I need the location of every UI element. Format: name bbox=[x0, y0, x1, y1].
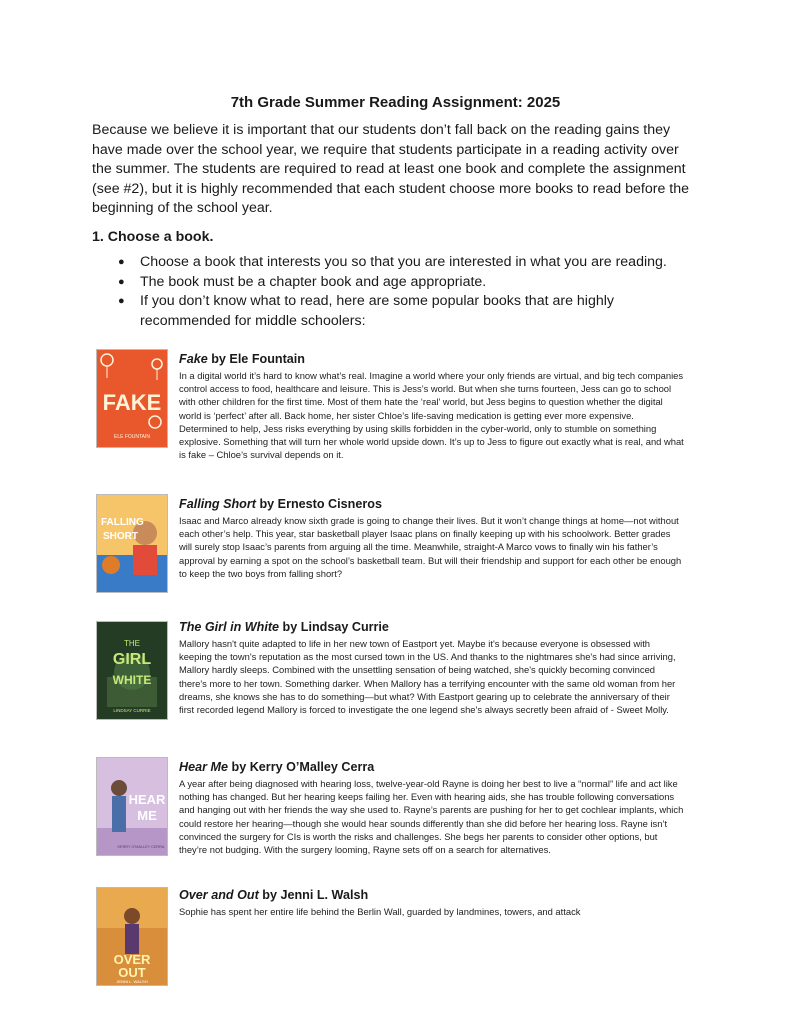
book-title: Over and Out bbox=[179, 888, 259, 902]
svg-text:HEAR: HEAR bbox=[128, 792, 166, 807]
cover-title-text: FALLING bbox=[101, 517, 144, 528]
book-info bbox=[179, 351, 684, 461]
svg-text:THE: THE bbox=[124, 639, 140, 648]
bullet-item bbox=[118, 253, 698, 273]
book-author: by Jenni L. Walsh bbox=[258, 888, 369, 902]
cover-author-text: KERRY O'MALLEY CERRA bbox=[117, 845, 165, 849]
girl-in-white-cover-art bbox=[97, 622, 167, 719]
hear-me-cover-art bbox=[97, 758, 167, 855]
page-title: 7th Grade Summer Reading Assignment: 2025 bbox=[230, 94, 561, 111]
book-author: by Ele Fountain bbox=[207, 352, 305, 366]
book-title: Fake bbox=[179, 352, 208, 366]
svg-text:ME: ME bbox=[137, 808, 157, 823]
falling-short-cover-art bbox=[97, 495, 167, 592]
cover-author-text: ELE FOUNTAIN bbox=[113, 434, 151, 440]
book-cover-hear-me bbox=[96, 757, 168, 856]
book-cover-over-and-out bbox=[96, 887, 168, 986]
svg-text:GIRL: GIRL bbox=[112, 651, 152, 668]
book-cover-girl-in-white bbox=[96, 621, 168, 720]
book-info bbox=[179, 619, 684, 716]
book-title-line bbox=[179, 759, 684, 775]
book-info bbox=[179, 496, 684, 580]
book-title: Falling Short bbox=[179, 497, 256, 511]
book-title: Hear Me bbox=[179, 760, 228, 774]
book-author: by Lindsay Currie bbox=[279, 620, 389, 634]
book-description: Isaac and Marco already know sixth grade is going to change their lives. But it won’t change things at home—not without each other’s help. This year, star basketball player Isaac plans on finally keeping up with his schoolwork. Better grades will surely stop Isaac’s parents from arguing all the time. Meanwhile, straight-A Marco vows to finally win his father’s approval by earning a spot on the school’s basketball team. But will their friendship and support for each other be enough to keep the two boys from falling short? bbox=[179, 515, 682, 579]
bullet-list bbox=[118, 253, 698, 331]
bullet-text: The book must be a chapter book and age appropriate. bbox=[140, 273, 487, 290]
section-heading-choose-book: 1. Choose a book. bbox=[92, 229, 214, 245]
book-description: Sophie has spent her entire life behind the Berlin Wall, guarded by landmines, towers, and attack bbox=[179, 906, 581, 917]
cover-author-text: LINDSAY CURRIE bbox=[113, 708, 151, 713]
book-description: A year after being diagnosed with hearing loss, twelve-year-old Rayne is doing her best to live a “normal” life and act like nothing has changed. But her hearing keeps failing her. Even with hearing aids, she has trouble following conversations and hanging out with her friends the way she used to. Rayne’s parents are pushing for her to get cochlear implants, which could restore her hearing—though she would hear sounds differently than she did before her hearing loss. Rayne isn’t convinced the surgery for CIs is worth the risks and challenges. She begs her parents to consider other options, but they’re not budging. With the surgery looming, Rayne sets off on a search for alternatives. bbox=[179, 778, 684, 856]
book-cover-falling-short bbox=[96, 494, 168, 593]
fake-cover-art bbox=[97, 350, 167, 447]
over-and-out-cover-art bbox=[97, 888, 167, 985]
svg-text:SHORT: SHORT bbox=[103, 531, 138, 542]
book-title-line bbox=[179, 496, 684, 512]
intro-paragraph: Because we believe it is important that our students don’t fall back on the reading gains they have made over the school year, we require that students participate in a reading activity over the summer. The students are required to read at least one book and complete the assignment (see #2), but it is highly recommended that each student choose more books to read before the beginning of the school year. bbox=[92, 122, 690, 216]
book-title-line bbox=[179, 887, 684, 903]
book-author: by Kerry O’Malley Cerra bbox=[228, 760, 375, 774]
bullet-text: Choose a book that interests you so that you are interested in what you are reading. bbox=[140, 254, 667, 270]
book-info bbox=[179, 887, 684, 918]
book-title-line bbox=[179, 619, 684, 635]
svg-text:OVER: OVER bbox=[113, 952, 151, 967]
bullet-item bbox=[118, 273, 698, 293]
cover-title-text: FAKE bbox=[102, 390, 162, 415]
book-title: The Girl in White bbox=[179, 620, 280, 634]
book-cover-fake bbox=[96, 349, 168, 448]
bullet-icon: ● bbox=[118, 256, 125, 268]
bullet-text: If you don’t know what to read, here are some popular books that are highly recommended for middle schoolers: bbox=[140, 293, 614, 329]
book-title-line bbox=[179, 351, 684, 367]
bullet-icon: ● bbox=[118, 295, 125, 308]
book-author: by Ernesto Cisneros bbox=[255, 497, 382, 511]
bullet-icon: ● bbox=[118, 275, 125, 288]
bullet-item bbox=[118, 292, 698, 331]
svg-text:WHITE: WHITE bbox=[112, 673, 152, 687]
book-description: In a digital world it’s hard to know what’s real. Imagine a world where your only friends are virtual, and big tech companies control access to food, healthcare and leisure. This is Jess’s world. But when she turns fourteen, Jess can go to school with other children for the first time. Most of them hate the ‘real’ world, but Jess begins to question whether the digital world is ‘perfect’ after all. Back home, her sister Chloe’s life-saving medication is getting ever more expensive. Determined to help, Jess risks everything by using skills forbidden in the cyber-world, only to stumble on something explosive. Something that will turn her whole world upside down. It’s up to Jess to figure out exactly what is real, and what is fake – Chloe’s survival depends on it. bbox=[179, 370, 684, 461]
cover-author-text: JENNI L. WALSH bbox=[116, 979, 148, 984]
svg-text:OUT: OUT bbox=[118, 965, 146, 980]
book-info bbox=[179, 759, 684, 856]
book-description: Mallory hasn't quite adapted to life in her new town of Eastport yet. Maybe it's because everyone is obsessed with keeping the town's reputation as the most cursed town in the US. And thanks to the nightmares she's had since arriving, Mallory hardly sleeps. Combined with the unsettling sensation of being watched, she's quickly becoming convinced there's more to her town. Something darker. When Mallory has a terrifying encounter with the same old woman from her dreams, she knows she has to do something—but what? With Eastport gearing up to celebrate the anniversary of their first recorded legend Mallory is forced to investigate the one legend she's always secretly been afraid of - Sweet Molly. bbox=[179, 638, 676, 716]
